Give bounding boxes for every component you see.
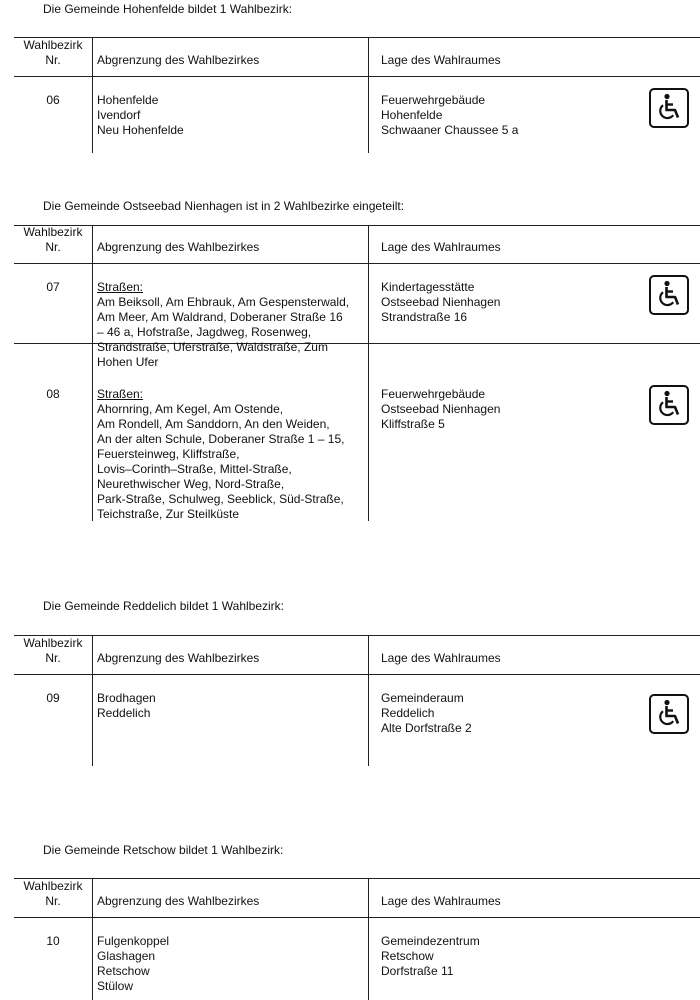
- lage-cell: Feuerwehrgebäude Hohenfelde Schwaaner Chaussee 5 a: [381, 93, 519, 137]
- lage-cell: Gemeinderaum Reddelich Alte Dorfstraße 2: [381, 691, 472, 735]
- header-wahlbezirk: Wahlbezirk Nr.: [23, 636, 83, 665]
- lage-cell: Gemeindezentrum Retschow Dorfstraße 11: [381, 934, 480, 978]
- header-abgrenzung: Abgrenzung des Wahlbezirkes: [97, 240, 260, 254]
- header-abgrenzung: Abgrenzung des Wahlbezirkes: [97, 651, 260, 665]
- column-divider: [92, 878, 93, 1000]
- abgrenzung-cell: Hohenfelde Ivendorf Neu Hohenfelde: [97, 93, 184, 137]
- lage-cell: Feuerwehrgebäude Ostseebad Nienhagen Kliffstraße 5: [381, 387, 501, 431]
- table-rule-top: [14, 37, 700, 38]
- wheelchair-icon: [649, 88, 689, 128]
- abgrenzung-cell: Brodhagen Reddelich: [97, 691, 156, 720]
- wheelchair-icon: [649, 275, 689, 315]
- abgrenzung-cell: Straßen: Am Beiksoll, Am Ehbrauk, Am Gespensterwald, Am Meer, Am Waldrand, Doberaner Straße 16 – 46 a, Hofstraße, Jagdweg, Rosenweg, Strandstraße, Uferstraße, Waldstraße, Zum Hohen Ufer: [97, 280, 350, 369]
- strassen-label: Straßen:: [97, 387, 144, 401]
- wheelchair-icon: [649, 694, 689, 734]
- wahlbezirk-nr: 10: [46, 934, 60, 948]
- header-wahlbezirk: Wahlbezirk Nr.: [23, 879, 83, 908]
- header-abgrenzung: Abgrenzung des Wahlbezirkes: [97, 53, 260, 67]
- header-lage: Lage des Wahlraumes: [381, 894, 501, 908]
- intro-reddelich: Die Gemeinde Reddelich bildet 1 Wahlbezirk:: [43, 599, 285, 613]
- column-divider: [368, 878, 369, 1000]
- column-divider: [92, 225, 93, 521]
- lage-cell: Kindertagesstätte Ostseebad Nienhagen Strandstraße 16: [381, 280, 501, 324]
- abgrenzung-cell: Fulgenkoppel Glashagen Retschow Stülow: [97, 934, 170, 993]
- column-divider: [368, 37, 369, 153]
- table-rule-header: [14, 917, 700, 918]
- strassen-label: Straßen:: [97, 280, 144, 294]
- wahlbezirk-nr: 08: [46, 387, 60, 401]
- table-rule-header: [14, 674, 700, 675]
- header-lage: Lage des Wahlraumes: [381, 240, 501, 254]
- intro-nienhagen: Die Gemeinde Ostseebad Nienhagen ist in 2 Wahlbezirke eingeteilt:: [43, 199, 405, 213]
- column-divider: [368, 635, 369, 766]
- table-rule-top: [14, 225, 700, 226]
- header-lage: Lage des Wahlraumes: [381, 651, 501, 665]
- wheelchair-icon: [649, 385, 689, 425]
- header-wahlbezirk: Wahlbezirk Nr.: [23, 38, 83, 67]
- header-abgrenzung: Abgrenzung des Wahlbezirkes: [97, 894, 260, 908]
- header-wahlbezirk: Wahlbezirk Nr.: [23, 225, 83, 254]
- wahlbezirk-nr: 06: [46, 93, 60, 107]
- wahlbezirk-nr: 09: [46, 691, 60, 705]
- column-divider: [92, 635, 93, 766]
- intro-hohenfelde: Die Gemeinde Hohenfelde bildet 1 Wahlbezirk:: [43, 2, 293, 16]
- wahlbezirk-nr: 07: [46, 280, 60, 294]
- table-rule-top: [14, 635, 700, 636]
- column-divider: [368, 225, 369, 521]
- table-rule-header: [14, 76, 700, 77]
- intro-retschow: Die Gemeinde Retschow bildet 1 Wahlbezirk:: [43, 843, 284, 857]
- abgrenzung-cell: Straßen: Ahornring, Am Kegel, Am Ostende, Am Rondell, Am Sanddorn, An den Weiden, An der alten Schule, Doberaner Straße 1 – 15, Feuersteinweg, Kliffstraße, Lovis–Corinth–Straße, Mittel-Straße, Neurethwischer Weg, Nord-Straße, Park-Straße, Schulweg, Seeblick, Süd-Straße, Teichstraße, Zur Steilküste: [97, 387, 345, 521]
- column-divider: [92, 37, 93, 153]
- header-lage: Lage des Wahlraumes: [381, 53, 501, 67]
- table-rule-header: [14, 263, 700, 264]
- table-rule-top: [14, 878, 700, 879]
